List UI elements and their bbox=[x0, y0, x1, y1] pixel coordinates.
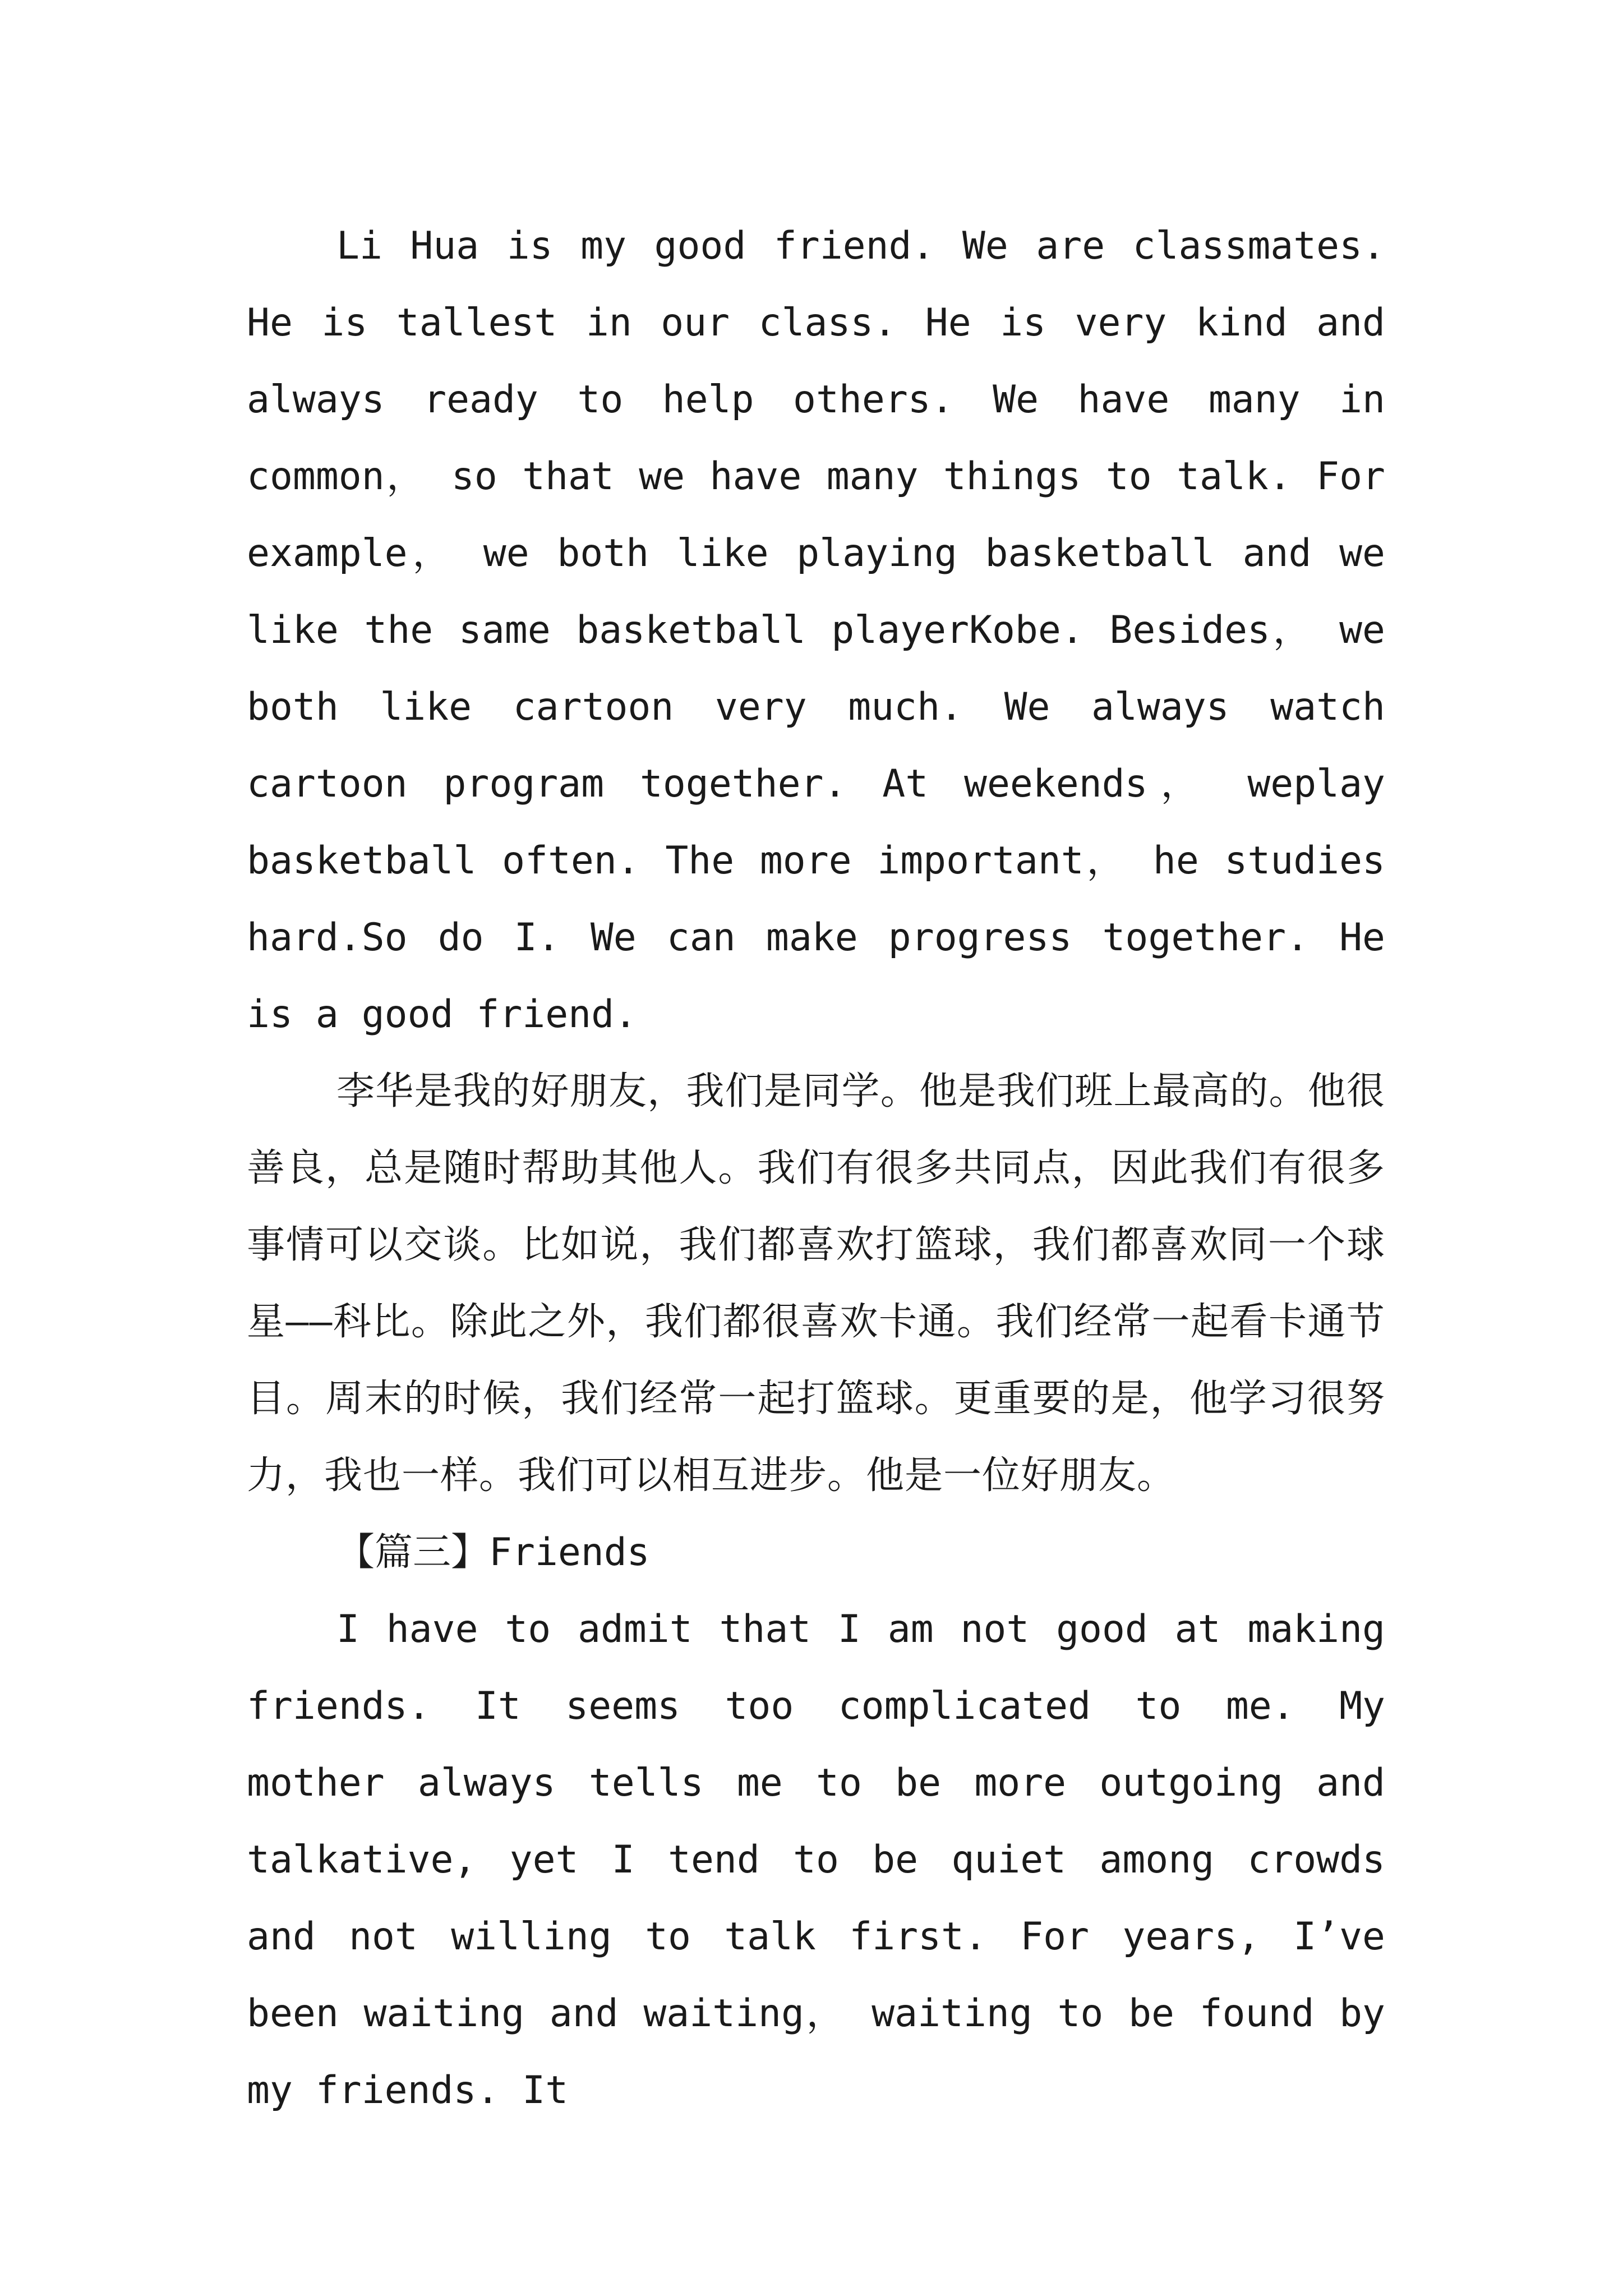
chinese-translation-paragraph: 李华是我的好朋友，我们是同学。他是我们班上最高的。他很善良，总是随时帮助其他人。我们有很多共同点，因此我们有很多事情可以交谈。比如说，我们都喜欢打篮球，我们都喜欢同一个球星——科比。除此之外，我们都很喜欢卡通。我们经常一起看卡通节目。周末的时候，我们经常一起打篮球。更重要的是，他学习很努力，我也一样。我们可以相互进步。他是一位好朋友。 bbox=[247, 1069, 1385, 1498]
section-heading: 【篇三】Friends bbox=[336, 1530, 650, 1575]
english-essay-paragraph: Li Hua is my good friend. We are classmates. He is tallest in our class. He is very kind and always ready to help others. We have many in common， so that we have many things to talk. For example， we both like playing basketball and we like the same basketball playerKobe. Besides， we both like cartoon very much. We always watch cartoon program together. At weekends， weplay basketball often. The more important， he studies hard.So do I. We can make progress together. He is a good friend. bbox=[247, 224, 1385, 1037]
document-page bbox=[247, 208, 1385, 2129]
friends-essay-paragraph: I have to admit that I am not good at making friends. It seems too complicated to me. My mother always tells me to be more outgoing and talkative, yet I tend to be quiet among crowds and not willing to talk first. For years, I’ve been waiting and waiting， waiting to be found by my friends. It bbox=[247, 1607, 1385, 2113]
